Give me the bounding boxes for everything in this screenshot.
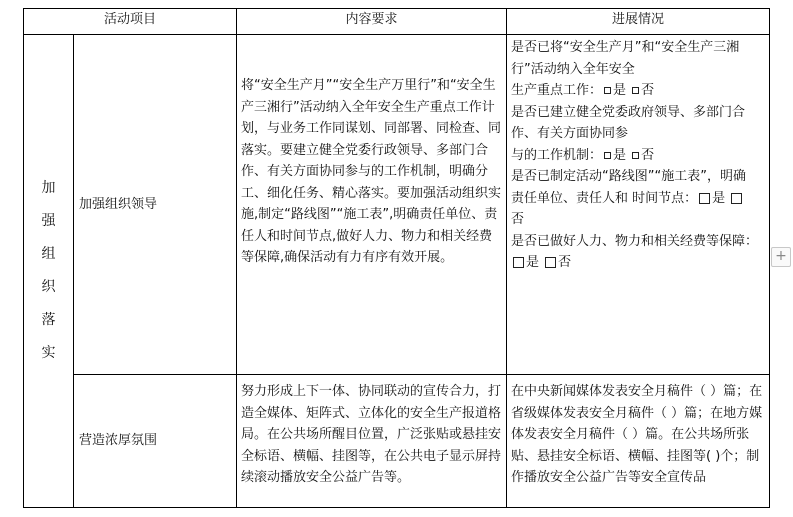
requirement-cell bbox=[237, 375, 507, 508]
no-label: 否 bbox=[641, 83, 655, 98]
progress-line: 是否已制定活动“路线图”“施工表”，明确 bbox=[511, 169, 746, 184]
requirement-text: 努力形成上下一体、协同联动的宣传合力，打造全媒体、矩阵式、立体化的安全生产报道格局。在公共场所醒目位置，广泛张贴或悬挂安全标语、横幅、挂图等，在公共电子显示屏持续滚动播放安全公益广告等。 bbox=[241, 384, 502, 485]
category-char: 实 bbox=[41, 345, 56, 361]
category-char: 强 bbox=[41, 213, 56, 229]
category-char: 组 bbox=[41, 246, 56, 262]
table-header-row bbox=[24, 9, 770, 35]
no-label: 否 bbox=[558, 255, 572, 270]
checkbox-yes[interactable] bbox=[604, 87, 611, 94]
progress-line: 行”活动纳入全年安全 bbox=[511, 61, 635, 77]
checkbox-no[interactable] bbox=[632, 152, 639, 159]
progress-line bbox=[511, 80, 765, 102]
progress-line bbox=[511, 188, 765, 210]
checkbox-no[interactable] bbox=[545, 257, 556, 268]
checkbox-yes[interactable] bbox=[604, 152, 611, 159]
checkbox-yes[interactable] bbox=[699, 193, 710, 204]
category-char: 织 bbox=[41, 279, 56, 295]
activity-table bbox=[23, 8, 770, 508]
checkbox-yes[interactable] bbox=[513, 257, 524, 268]
yes-label: 是 bbox=[613, 147, 627, 163]
requirement-cell: 将“安全生产月”“安全生产万里行”和“安全生产三湘行”活动纳入全年安全生产重点工作计划，与业务工作同谋划、同部署、同检查、同落实。要建立健全党委行政领导、多部门合作、有关方面协同参与的工作机制，明确分工、细化任务、精心落实。要加强活动组织实施,制定“路线图”“施工表”,明确责任单位、责任人和时间节点,做好人力、物力和相关经费等保障,确保活动有力有序有效开展。 bbox=[237, 35, 507, 375]
checkbox-no[interactable] bbox=[632, 87, 639, 94]
category-cell bbox=[24, 35, 74, 508]
progress-line: 否 bbox=[511, 212, 525, 227]
table-row bbox=[24, 375, 770, 508]
header-activity-item: 活动项目 bbox=[24, 9, 237, 35]
category-char: 落 bbox=[41, 312, 56, 328]
item-cell: 加强组织领导 bbox=[74, 35, 237, 375]
header-content-requirement: 内容要求 bbox=[237, 9, 507, 35]
yes-label: 是 bbox=[613, 83, 627, 98]
table-row bbox=[24, 35, 770, 375]
progress-line: 是否已建立健全党委政府领导、多部门合 bbox=[511, 104, 746, 120]
question-text: 责任单位、责任人和 时间节点： bbox=[511, 190, 698, 206]
question-text: 与的工作机制： bbox=[511, 147, 603, 163]
checkbox-no[interactable] bbox=[731, 193, 742, 204]
item-cell: 营造浓厚氛围 bbox=[74, 375, 237, 508]
progress-line bbox=[511, 252, 765, 274]
add-icon[interactable]: + bbox=[771, 247, 791, 267]
progress-text: 在中央新闻媒体发表安全月稿件（ ）篇；在省级媒体发表安全月稿件（ ）篇；在地方媒体发表安全月稿件（ ）篇。在公共场所张贴、悬挂安全标语、横幅、挂图等( )个；制作播放安全公益广告等安全宣传品 bbox=[511, 384, 763, 485]
header-progress: 进展情况 bbox=[507, 9, 770, 35]
progress-cell bbox=[507, 375, 770, 508]
question-text: 生产重点工作： bbox=[511, 83, 603, 98]
progress-line: 是否已将“安全生产月”和“安全生产三湘 bbox=[511, 40, 740, 55]
no-label: 否 bbox=[641, 147, 655, 163]
yes-label: 是 bbox=[712, 190, 726, 206]
progress-cell bbox=[507, 35, 770, 375]
category-char: 加 bbox=[41, 180, 56, 196]
progress-line: 作、有关方面协同参 bbox=[511, 126, 629, 141]
progress-line bbox=[511, 145, 765, 167]
progress-line: 是否已做好人力、物力和相关经费等保障： bbox=[511, 233, 759, 249]
yes-label: 是 bbox=[526, 255, 540, 270]
